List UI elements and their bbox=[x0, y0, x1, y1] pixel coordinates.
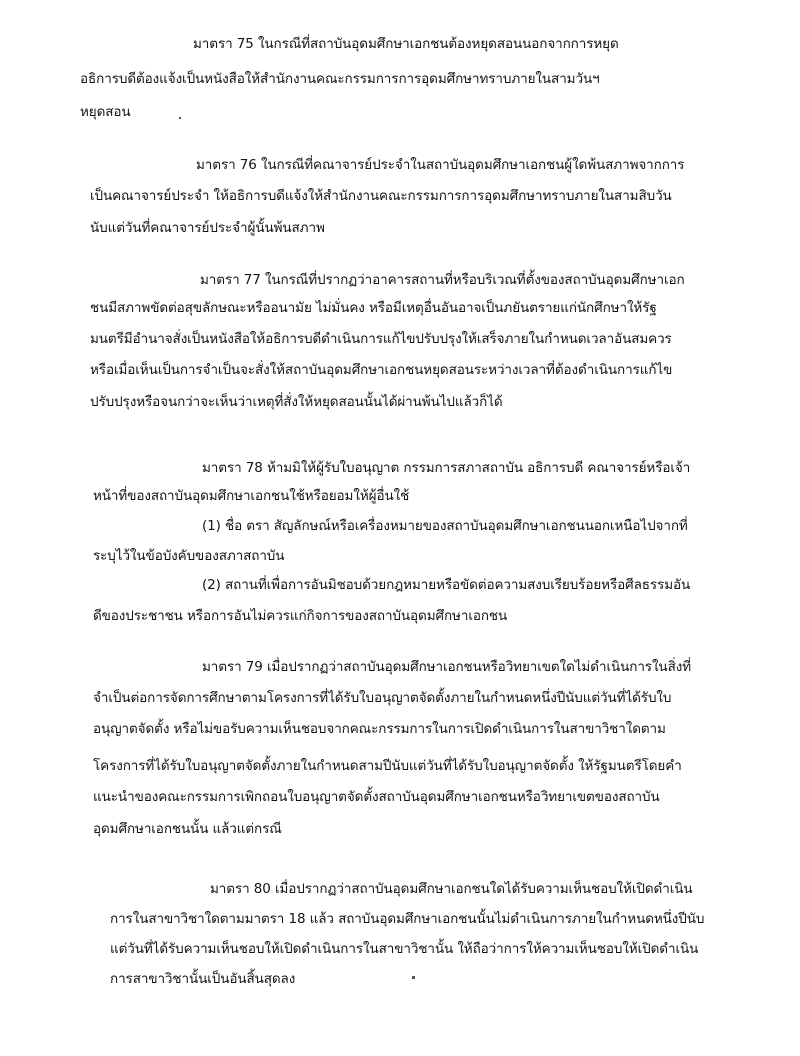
section-76-line-2: เป็นคณาจารย์ประจำ ให้อธิการบดีแจ้งให้สำนักงานคณะกรรมการการอุดมศึกษาทราบภายในสามสิบวัน bbox=[90, 188, 672, 204]
section-78-item-2-cont: ดีของประชาชน หรือการอันไม่ควรแก่กิจการของสถาบันอุดมศึกษาเอกชน bbox=[93, 608, 508, 624]
section-77-line-2: ชนมีสภาพขัดต่อสุขลักษณะหรืออนามัย ไม่มั่นคง หรือมีเหตุอื่นอันอาจเป็นภยันตรายแก่นักศึกษาให้รัฐ bbox=[90, 300, 657, 316]
section-77-line-4: หรือเมื่อเห็นเป็นการจำเป็นจะสั่งให้สถาบันอุดมศึกษาเอกชนหยุดสอนระหว่างเวลาที่ต้องดำเนินการแก้ไข bbox=[90, 362, 673, 378]
section-79-line-5: แนะนำของคณะกรรมการเพิกถอนใบอนุญาตจัดตั้งสถาบันอุดมศึกษาเอกชนหรือวิทยาเขตของสถาบัน bbox=[93, 789, 660, 805]
section-77-line-3: มนตรีมีอำนาจสั่งเป็นหนังสือให้อธิการบดีดำเนินการแก้ไขปรับปรุงให้เสร็จภายในกำหนดเวลาอันสมควร bbox=[90, 331, 672, 347]
section-77-line-1: มาตรา 77 ในกรณีที่ปรากฏว่าอาคารสถานที่หรือบริเวณที่ตั้งของสถาบันอุดมศึกษาเอก bbox=[200, 272, 685, 288]
section-80-line-4: การสาขาวิชานั้นเป็นอันสิ้นสุดลง bbox=[110, 971, 296, 987]
section-79-line-6: อุดมศึกษาเอกชนนั้น แล้วแต่กรณี bbox=[93, 821, 282, 837]
section-76-line-1: มาตรา 76 ในกรณีที่คณาจารย์ประจำในสถาบันอุดมศึกษาเอกชนผู้ใดพ้นสภาพจากการ bbox=[196, 157, 685, 173]
section-79-line-2: จำเป็นต่อการจัดการศึกษาตามโครงการที่ได้รับใบอนุญาตจัดตั้งภายในกำหนดหนึ่งปีนับแต่วันที่ได้รับใบ bbox=[93, 690, 672, 706]
section-79-line-3: อนุญาตจัดตั้ง หรือไม่ขอรับความเห็นชอบจากคณะกรรมการในการเปิดดำเนินการในสาขาวิชาใดตาม bbox=[93, 721, 666, 737]
scan-speck bbox=[179, 117, 181, 119]
section-80-line-2: การในสาขาวิชาใดตามมาตรา 18 แล้ว สถาบันอุดมศึกษาเอกชนนั้นไม่ดำเนินการภายในกำหนดหนึ่งปีนับ bbox=[110, 911, 705, 927]
section-78-item-1-cont: ระบุไว้ในข้อบังคับของสภาสถาบัน bbox=[93, 548, 285, 564]
scan-speck bbox=[412, 976, 415, 979]
section-79-line-4: โครงการที่ได้รับใบอนุญาตจัดตั้งภายในกำหนดสามปีนับแต่วันที่ได้รับใบอนุญาตจัดตั้ง ให้รัฐมนตรีโดยคำ bbox=[93, 758, 682, 774]
section-78-line-1: มาตรา 78 ห้ามมิให้ผู้รับใบอนุญาต กรรมการสภาสถาบัน อธิการบดี คณาจารย์หรือเจ้า bbox=[202, 460, 691, 476]
section-77-line-5: ปรับปรุงหรือจนกว่าจะเห็นว่าเหตุที่สั่งให้หยุดสอนนั้นได้ผ่านพ้นไปแล้วก็ได้ bbox=[90, 394, 503, 410]
section-80-line-3: แต่วันที่ได้รับความเห็นชอบให้เปิดดำเนินการในสาขาวิชานั้น ให้ถือว่าการให้ความเห็นชอบให้เปิดดำเนิน bbox=[110, 941, 699, 957]
section-76-line-3: นับแต่วันที่คณาจารย์ประจำผู้นั้นพ้นสภาพ bbox=[90, 220, 325, 236]
section-80-line-1: มาตรา 80 เมื่อปรากฏว่าสถาบันอุดมศึกษาเอกชนใดได้รับความเห็นชอบให้เปิดดำเนิน bbox=[210, 881, 693, 897]
section-78-item-1: (1) ชื่อ ตรา สัญลักษณ์หรือเครื่องหมายของสถาบันอุดมศึกษาเอกชนนอกเหนือไปจากที่ bbox=[202, 518, 688, 534]
section-78-line-2: หน้าที่ของสถาบันอุดมศึกษาเอกชนใช้หรือยอมให้ผู้อื่นใช้ bbox=[93, 488, 410, 504]
section-75-line-1: มาตรา 75 ในกรณีที่สถาบันอุดมศึกษาเอกชนต้องหยุดสอนนอกจากการหยุด bbox=[193, 36, 619, 52]
section-79-line-1: มาตรา 79 เมื่อปรากฏว่าสถาบันอุดมศึกษาเอกชนหรือวิทยาเขตใดไม่ดำเนินการในสิ่งที่ bbox=[202, 659, 691, 675]
section-75-line-2: อธิการบดีต้องแจ้งเป็นหนังสือให้สำนักงานคณะกรรมการการอุดมศึกษาทราบภายในสามวันฯ bbox=[80, 71, 600, 87]
section-78-item-2: (2) สถานที่เพื่อการอันมิชอบด้วยกฎหมายหรือขัดต่อความสงบเรียบร้อยหรือศีลธรรมอัน bbox=[202, 577, 691, 593]
section-75-line-3: หยุดสอน bbox=[80, 104, 131, 120]
